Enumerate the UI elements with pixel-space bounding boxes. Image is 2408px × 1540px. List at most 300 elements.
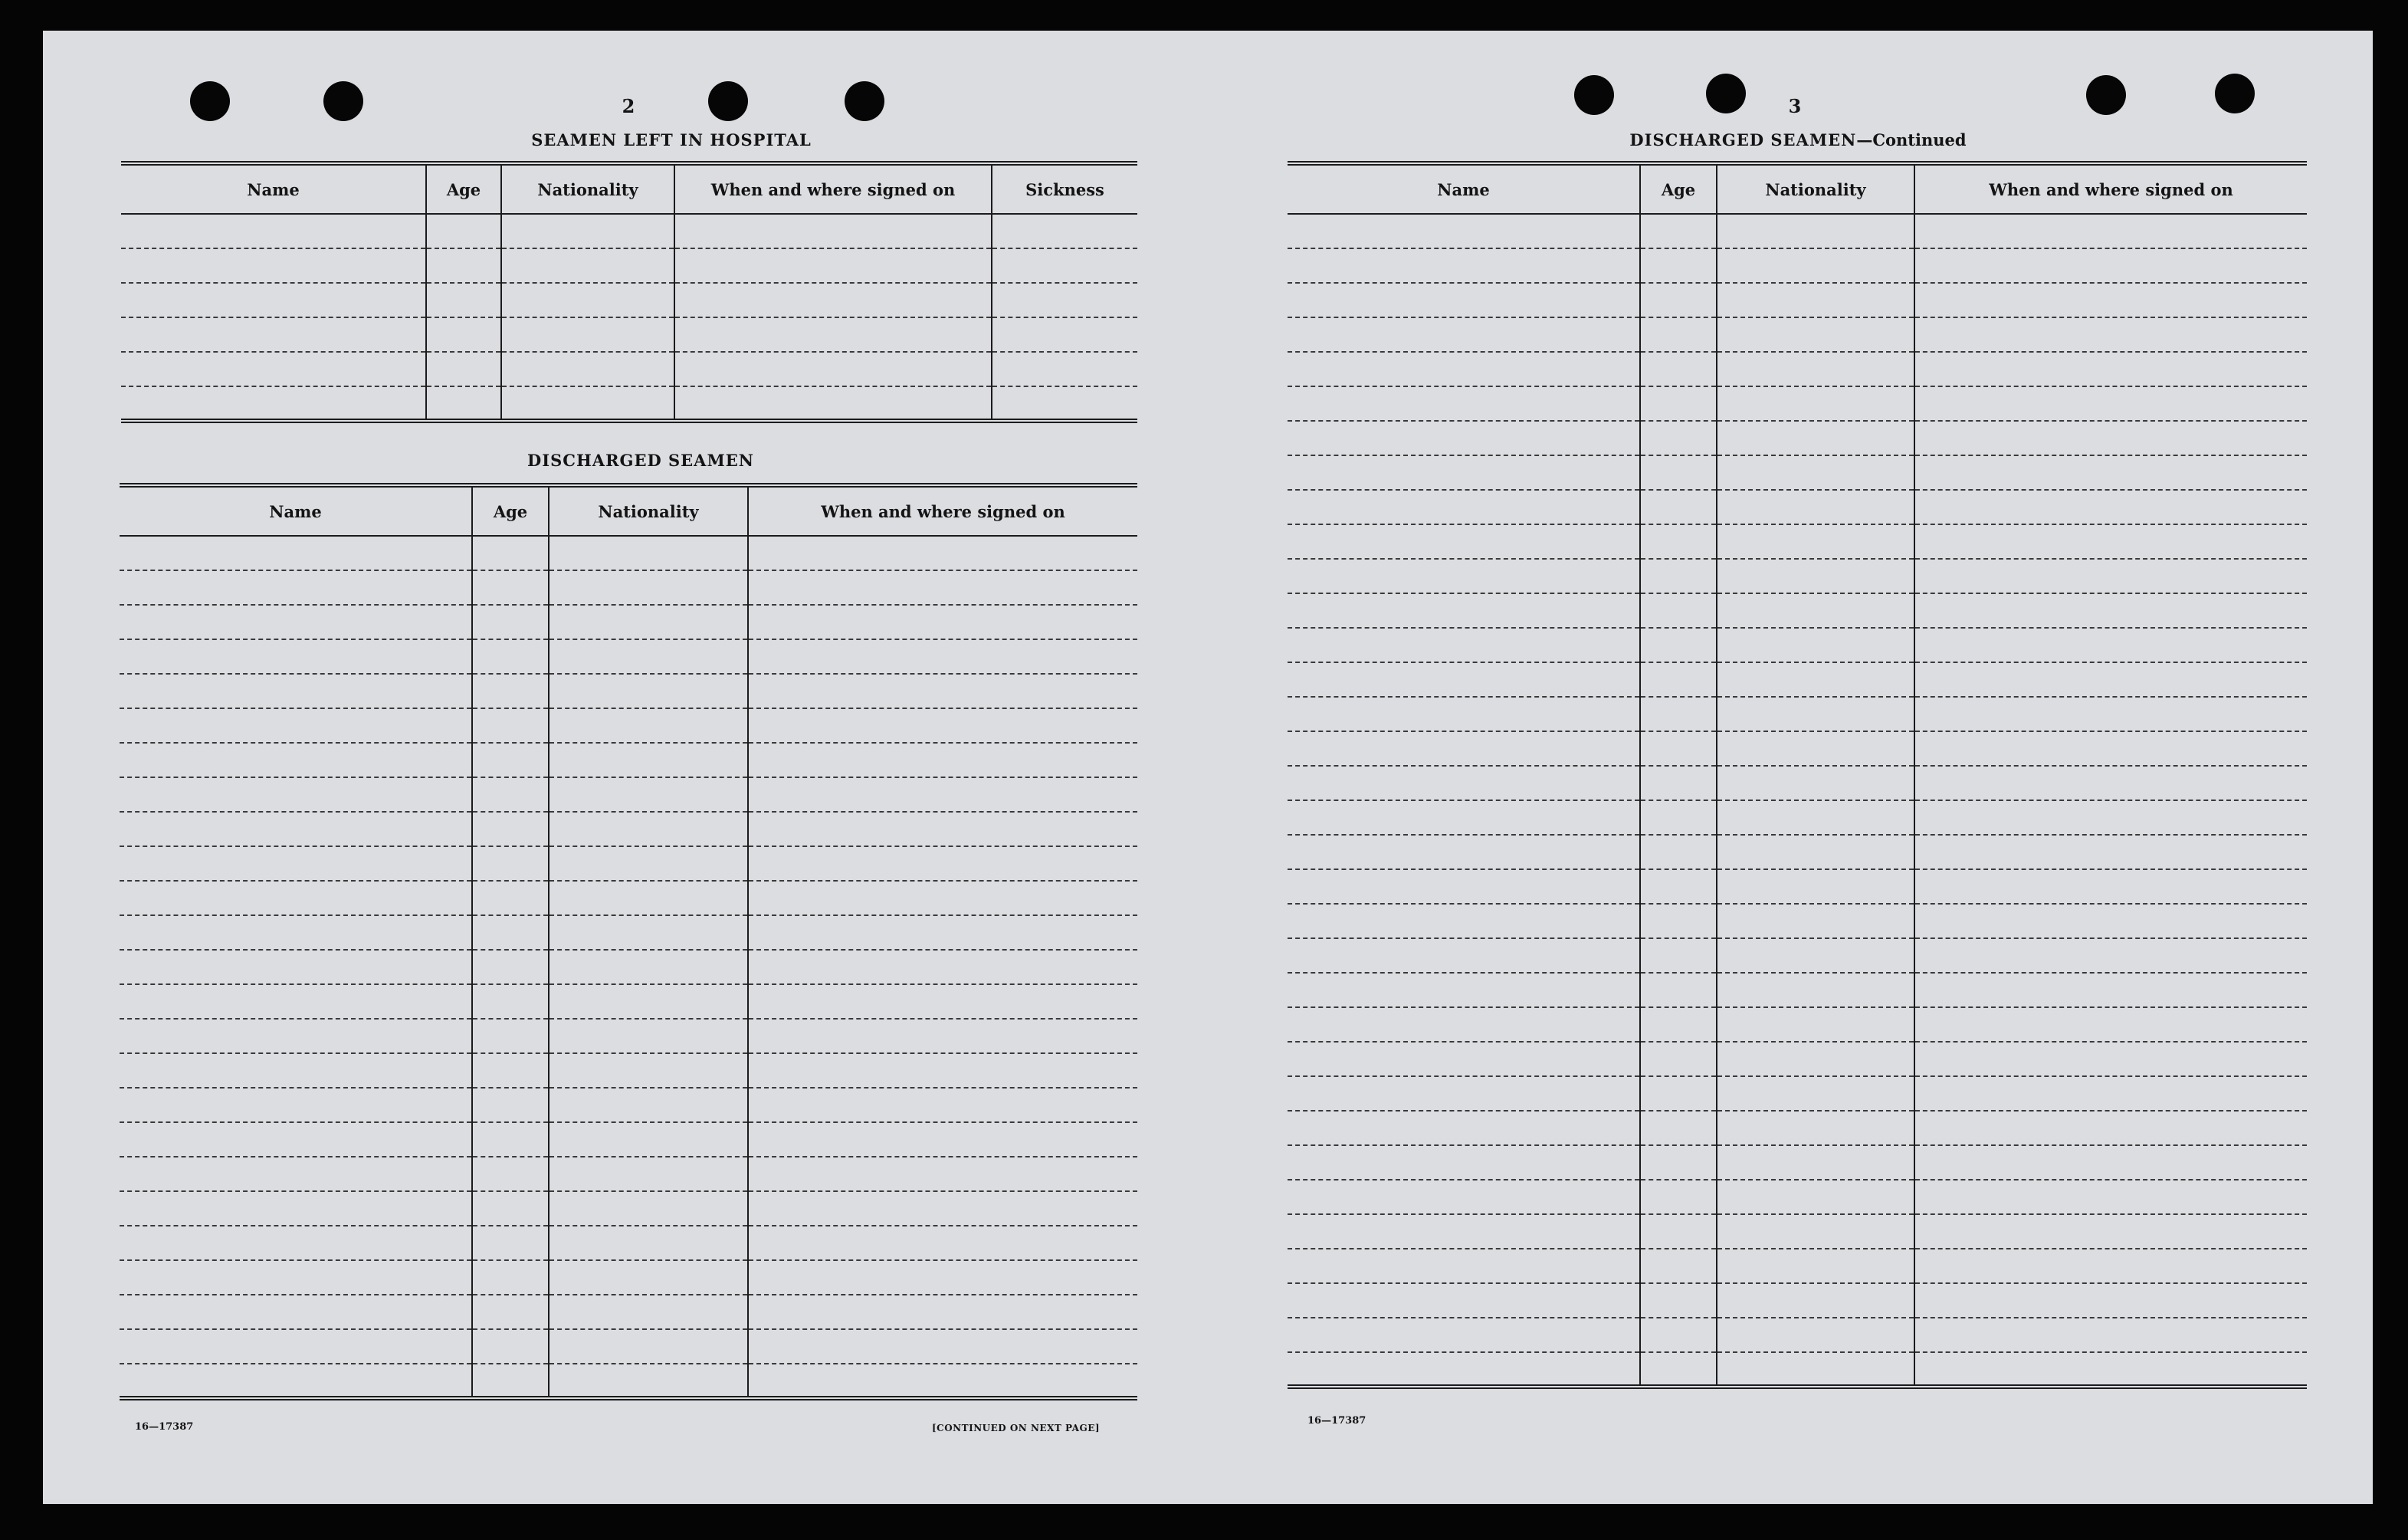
table-cell	[1288, 386, 1640, 421]
table-cell	[1288, 214, 1640, 248]
table-cell	[549, 743, 748, 777]
table-cell	[1914, 386, 2307, 421]
table-cell	[674, 386, 992, 421]
table-cell	[426, 283, 501, 317]
table-cell	[1288, 835, 1640, 869]
table-cell	[1914, 455, 2307, 490]
table-cell	[1717, 904, 1914, 938]
table-row	[120, 984, 1137, 1019]
table-row	[120, 570, 1137, 605]
table-cell	[501, 283, 674, 317]
table-cell	[1717, 800, 1914, 835]
table-cell	[748, 1157, 1137, 1191]
table-cell	[120, 743, 472, 777]
table-cell	[674, 352, 992, 386]
table-cell	[1288, 317, 1640, 352]
table-cell	[549, 1329, 748, 1364]
table-cell	[1717, 352, 1914, 386]
table-cell	[121, 214, 426, 248]
table-row	[120, 743, 1137, 777]
table-cell	[1640, 1283, 1717, 1318]
table-cell	[472, 881, 549, 915]
table-cell	[120, 846, 472, 881]
table-cell	[120, 1122, 472, 1157]
section-title-suffix: —Continued	[1856, 130, 1967, 149]
table-cell	[1640, 317, 1717, 352]
table-cell	[549, 950, 748, 984]
table-cell	[1717, 248, 1914, 283]
table-cell	[549, 1295, 748, 1329]
table-row	[1288, 283, 2307, 317]
table-cell	[549, 708, 748, 743]
table-cell	[120, 708, 472, 743]
table-cell	[1717, 317, 1914, 352]
table-row	[120, 1260, 1137, 1295]
table-cell	[1717, 1180, 1914, 1214]
table-cell	[1640, 524, 1717, 559]
table-cell	[748, 605, 1137, 639]
table-cell	[120, 570, 472, 605]
table-cell	[1717, 1283, 1914, 1318]
table-cell	[1914, 1007, 2307, 1042]
table-cell	[472, 984, 549, 1019]
table-row	[1288, 1042, 2307, 1076]
table-cell	[1717, 1318, 1914, 1352]
table-cell	[1914, 214, 2307, 248]
table-cell	[1288, 1111, 1640, 1145]
punch-hole	[2215, 74, 2255, 113]
table-cell	[1640, 1111, 1717, 1145]
table-cell	[1717, 973, 1914, 1007]
table-cell	[472, 1122, 549, 1157]
scanned-document	[43, 31, 2373, 1504]
table-row	[1288, 1249, 2307, 1283]
table-cell	[549, 536, 748, 570]
table-cell	[1717, 490, 1914, 524]
table-cell	[748, 1191, 1137, 1226]
table-cell	[1717, 1145, 1914, 1180]
table-cell	[1288, 352, 1640, 386]
table-cell	[121, 317, 426, 352]
table-cell	[549, 1260, 748, 1295]
table-cell	[1914, 938, 2307, 973]
table-cell	[1640, 835, 1717, 869]
punch-hole	[190, 81, 230, 121]
table-cell	[472, 915, 549, 950]
table-cell	[1288, 766, 1640, 800]
table-cell	[472, 1364, 549, 1398]
table-cell	[1288, 1249, 1640, 1283]
table-cell	[1640, 490, 1717, 524]
table-row	[1288, 1111, 2307, 1145]
table-cell	[1640, 455, 1717, 490]
table-cell	[120, 1191, 472, 1226]
table-cell	[120, 950, 472, 984]
table-cell	[1288, 938, 1640, 973]
table-cell	[549, 1226, 748, 1260]
table-cell	[1717, 1076, 1914, 1111]
table-cell	[1914, 490, 2307, 524]
continued-on-next-page-note: [CONTINUED ON NEXT PAGE]	[932, 1423, 1101, 1433]
table-cell	[1640, 248, 1717, 283]
table-cell	[1288, 1007, 1640, 1042]
table-row	[120, 881, 1137, 915]
table-cell	[1640, 1318, 1717, 1352]
table-cell	[1717, 386, 1914, 421]
table-cell	[549, 1157, 748, 1191]
table-cell	[120, 1019, 472, 1053]
table-cell	[1717, 766, 1914, 800]
table-cell	[472, 777, 549, 812]
table-cell	[472, 536, 549, 570]
table-row	[120, 708, 1137, 743]
table-cell	[1640, 904, 1717, 938]
table-cell	[1288, 1352, 1640, 1387]
table-cell	[1914, 904, 2307, 938]
table-cell	[1914, 1111, 2307, 1145]
table-cell	[1288, 421, 1640, 455]
table-cell	[1914, 317, 2307, 352]
table-cell	[121, 248, 426, 283]
column-header-name: Name	[1288, 163, 1640, 214]
punch-hole	[1706, 74, 1746, 113]
table-cell	[1914, 835, 2307, 869]
table-cell	[120, 984, 472, 1019]
table-row	[1288, 248, 2307, 283]
punch-hole	[2086, 75, 2126, 115]
table-cell	[1914, 593, 2307, 628]
table-cell	[1640, 662, 1717, 697]
table-row	[120, 1053, 1137, 1088]
table-cell	[1640, 1352, 1717, 1387]
column-header-age: Age	[426, 163, 501, 214]
table-cell	[472, 950, 549, 984]
table-row	[1288, 973, 2307, 1007]
table-cell	[549, 777, 748, 812]
table-cell	[426, 317, 501, 352]
punch-hole	[1574, 75, 1614, 115]
table-cell	[1640, 1145, 1717, 1180]
table-cell	[501, 214, 674, 248]
table-cell	[1640, 1180, 1717, 1214]
table-cell	[748, 984, 1137, 1019]
table-cell	[472, 812, 549, 846]
table-cell	[120, 1157, 472, 1191]
table-cell	[472, 605, 549, 639]
table-row	[1288, 800, 2307, 835]
table-cell	[1717, 835, 1914, 869]
table-cell	[748, 777, 1137, 812]
table-header-row	[120, 485, 1137, 536]
table-cell	[1717, 938, 1914, 973]
table-cell	[472, 1329, 549, 1364]
table-cell	[1640, 766, 1717, 800]
table-cell	[1288, 1214, 1640, 1249]
table-cell	[549, 846, 748, 881]
table-cell	[748, 1122, 1137, 1157]
table-row	[1288, 524, 2307, 559]
table-cell	[472, 1088, 549, 1122]
table-cell	[549, 984, 748, 1019]
table-cell	[1914, 1145, 2307, 1180]
table-row	[1288, 662, 2307, 697]
table-cell	[1288, 662, 1640, 697]
table-cell	[1640, 1249, 1717, 1283]
table-cell	[1717, 214, 1914, 248]
table-row	[1288, 1180, 2307, 1214]
table-cell	[1914, 766, 2307, 800]
punch-hole	[845, 81, 884, 121]
table-cell	[472, 1157, 549, 1191]
table-cell	[1640, 214, 1717, 248]
table-header-row	[1288, 163, 2307, 214]
table-cell	[1717, 662, 1914, 697]
table-cell	[121, 352, 426, 386]
table-cell	[748, 1226, 1137, 1260]
table-row	[121, 352, 1137, 386]
table-cell	[472, 1226, 549, 1260]
table-cell	[1914, 1180, 2307, 1214]
table-cell	[1914, 662, 2307, 697]
table-row	[1288, 835, 2307, 869]
table-cell	[748, 743, 1137, 777]
table-cell	[748, 1364, 1137, 1398]
table-row	[121, 386, 1137, 421]
table-cell	[674, 317, 992, 352]
table-cell	[1288, 283, 1640, 317]
table-cell	[748, 1053, 1137, 1088]
table-cell	[1717, 455, 1914, 490]
table-cell	[120, 674, 472, 708]
table-cell	[120, 605, 472, 639]
table-cell	[992, 214, 1137, 248]
table-cell	[549, 1191, 748, 1226]
table-cell	[1914, 973, 2307, 1007]
table-cell	[1640, 559, 1717, 593]
table-cell	[1717, 1249, 1914, 1283]
table-row	[120, 1019, 1137, 1053]
table-cell	[1288, 1042, 1640, 1076]
table-row	[120, 1364, 1137, 1398]
table-cell	[1640, 421, 1717, 455]
table-cell	[1914, 352, 2307, 386]
table-row	[1288, 731, 2307, 766]
table-row	[120, 1122, 1137, 1157]
table-row	[120, 1226, 1137, 1260]
table-row	[1288, 352, 2307, 386]
table-cell	[748, 881, 1137, 915]
table-cell	[1640, 800, 1717, 835]
table-cell	[549, 1019, 748, 1053]
table-cell	[501, 352, 674, 386]
table-row	[1288, 317, 2307, 352]
column-header-name: Name	[121, 163, 426, 214]
table-cell	[1288, 248, 1640, 283]
table-cell	[1288, 628, 1640, 662]
table-cell	[1288, 869, 1640, 904]
table-cell	[472, 743, 549, 777]
table-row	[120, 639, 1137, 674]
column-header-nationality: Nationality	[501, 163, 674, 214]
table-cell	[674, 248, 992, 283]
table-cell	[1640, 352, 1717, 386]
table-cell	[472, 639, 549, 674]
table-cell	[1640, 283, 1717, 317]
column-header-name: Name	[120, 485, 472, 536]
table-cell	[472, 1191, 549, 1226]
table-cell	[1288, 1076, 1640, 1111]
discharged-continued-section-title	[1537, 130, 2059, 149]
table-row	[1288, 1318, 2307, 1352]
table-cell	[1914, 248, 2307, 283]
table-cell	[1914, 1249, 2307, 1283]
table-cell	[426, 386, 501, 421]
table-row	[120, 915, 1137, 950]
table-cell	[1717, 697, 1914, 731]
table-row	[1288, 490, 2307, 524]
table-cell	[992, 317, 1137, 352]
table-cell	[992, 352, 1137, 386]
table-row	[120, 536, 1137, 570]
table-row	[1288, 386, 2307, 421]
table-cell	[1288, 800, 1640, 835]
table-cell	[1640, 1007, 1717, 1042]
table-row	[1288, 1145, 2307, 1180]
table-cell	[549, 570, 748, 605]
table-cell	[748, 536, 1137, 570]
table-cell	[501, 248, 674, 283]
table-cell	[1640, 869, 1717, 904]
column-header-when-and-where-signed-on: When and where signed on	[674, 163, 992, 214]
table-cell	[1717, 731, 1914, 766]
column-header-nationality: Nationality	[549, 485, 748, 536]
table-cell	[1288, 1283, 1640, 1318]
section-title-main: DISCHARGED SEAMEN	[1629, 130, 1857, 149]
table-cell	[1288, 697, 1640, 731]
table-cell	[120, 1364, 472, 1398]
table-cell	[472, 708, 549, 743]
table-cell	[1914, 697, 2307, 731]
table-cell	[1717, 1042, 1914, 1076]
column-header-sickness: Sickness	[992, 163, 1137, 214]
table-cell	[472, 674, 549, 708]
form-code-right: 16—17387	[1307, 1415, 1366, 1427]
table-cell	[1640, 386, 1717, 421]
table-row	[1288, 1076, 2307, 1111]
table-cell	[1914, 1318, 2307, 1352]
table-row	[120, 1295, 1137, 1329]
table-cell	[992, 386, 1137, 421]
table-row	[120, 950, 1137, 984]
table-cell	[1914, 628, 2307, 662]
table-cell	[748, 812, 1137, 846]
table-cell	[1914, 421, 2307, 455]
table-cell	[1717, 869, 1914, 904]
table-cell	[120, 812, 472, 846]
table-row	[1288, 938, 2307, 973]
table-cell	[426, 248, 501, 283]
table-cell	[549, 812, 748, 846]
table-row	[1288, 559, 2307, 593]
table-cell	[748, 1088, 1137, 1122]
table-cell	[549, 1053, 748, 1088]
table-cell	[1288, 559, 1640, 593]
table-cell	[1914, 1042, 2307, 1076]
table-cell	[121, 386, 426, 421]
column-header-age: Age	[472, 485, 549, 536]
table-cell	[120, 1260, 472, 1295]
table-cell	[1640, 973, 1717, 1007]
table-cell	[472, 1295, 549, 1329]
table-cell	[120, 777, 472, 812]
table-cell	[748, 1019, 1137, 1053]
table-cell	[1288, 904, 1640, 938]
table-row	[1288, 628, 2307, 662]
table-cell	[1914, 1352, 2307, 1387]
table-cell	[549, 605, 748, 639]
table-cell	[1288, 1145, 1640, 1180]
table-cell	[1288, 973, 1640, 1007]
table-cell	[1288, 490, 1640, 524]
hospital-section-title: SEAMEN LEFT IN HOSPITAL	[531, 130, 812, 149]
table-cell	[674, 214, 992, 248]
table-cell	[121, 283, 426, 317]
table-cell	[992, 248, 1137, 283]
table-cell	[549, 881, 748, 915]
table-row	[120, 777, 1137, 812]
table-cell	[1914, 1283, 2307, 1318]
table-row	[1288, 1007, 2307, 1042]
table-row	[121, 283, 1137, 317]
table-cell	[1288, 593, 1640, 628]
table-cell	[120, 1295, 472, 1329]
table-cell	[549, 674, 748, 708]
table-row	[120, 1329, 1137, 1364]
table-cell	[426, 214, 501, 248]
punch-hole	[323, 81, 363, 121]
table-cell	[120, 536, 472, 570]
discharged-continued-table	[1288, 161, 2307, 1389]
table-row	[1288, 904, 2307, 938]
table-cell	[1288, 524, 1640, 559]
table-row	[1288, 869, 2307, 904]
table-cell	[120, 1226, 472, 1260]
table-row	[120, 812, 1137, 846]
table-cell	[549, 915, 748, 950]
table-cell	[748, 639, 1137, 674]
table-cell	[472, 1260, 549, 1295]
table-cell	[472, 570, 549, 605]
column-header-age: Age	[1640, 163, 1717, 214]
table-cell	[1640, 697, 1717, 731]
punch-hole	[708, 81, 748, 121]
table-row	[1288, 593, 2307, 628]
table-cell	[1288, 455, 1640, 490]
table-row	[121, 317, 1137, 352]
table-cell	[120, 639, 472, 674]
table-cell	[1640, 1214, 1717, 1249]
table-cell	[748, 846, 1137, 881]
table-row	[1288, 1283, 2307, 1318]
table-row	[1288, 214, 2307, 248]
table-row	[1288, 697, 2307, 731]
table-row	[121, 214, 1137, 248]
table-cell	[1640, 1076, 1717, 1111]
table-row	[121, 248, 1137, 283]
table-cell	[1914, 524, 2307, 559]
table-cell	[120, 915, 472, 950]
table-row	[1288, 766, 2307, 800]
